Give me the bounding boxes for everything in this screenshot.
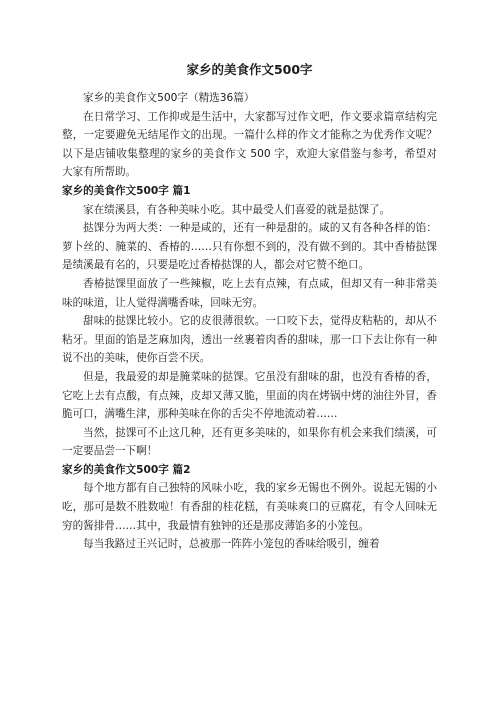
document-title: 家乡的美食作文500字 — [186, 62, 313, 77]
section-paragraph: 挞馃分为两大类：一种是咸的，还有一种是甜的。咸的又有各种各样的馅：萝卜丝的、腌菜的、香椿的……只有你想不到的，没有做不到的。其中香椿挞馃是绩溪最有名的，只要是吃过香椿挞馃的人，都会对它赞不绝口。 — [62, 222, 437, 272]
section-paragraph: 甜味的挞馃比较小。它的皮很薄很软。一口咬下去，觉得皮粘粘的，却从不粘牙。里面的馅是芝麻加肉，透出一丝裹着肉香的甜味，那一口下去让你有一种说不出的美味，使你百尝不厌。 — [62, 315, 437, 365]
section-paragraph: 但是，我最爱的却是腌菜味的挞馃。它虽没有甜味的甜，也没有香椿的香，它吃上去有点酸，有点辣，皮却又薄又脆，里面的肉在烤锅中烤的油往外冒，香脆可口，满嘴生津，那种美味在你的舌尖不停地流动着…… — [62, 370, 437, 421]
section-heading: 家乡的美食作文500字 篇2 — [62, 463, 191, 476]
section-heading: 家乡的美食作文500字 篇1 — [62, 184, 191, 197]
section-2 — [62, 461, 437, 554]
section-paragraph: 家在绩溪县，有各种美味小吃。其中最受人们喜爱的就是挞馃了。 — [83, 203, 391, 216]
intro-subtitle: 家乡的美食作文500字（精选36篇） — [83, 92, 255, 104]
section-paragraph: 香椿挞馃里面放了一些辣椒，吃上去有点辣，有点咸，但却又有一种非常美味的味道，让人觉得满嘴香味，回味无穷。 — [62, 277, 437, 309]
section-paragraph: 当然，挞馃可不止这几种，还有更多美味的，如果你有机会来我们绩溪，可一定要品尝一下啊！ — [62, 426, 437, 458]
section-1 — [62, 182, 437, 461]
section-paragraph: 每个地方都有自己独特的风味小吃，我的家乡无锡也不例外。说起无锡的小吃，那可是数不胜数啦！有香甜的桂花糕，有美味爽口的豆腐花，有令人回味无穷的酱排骨……其中，我最情有独钟的还是那皮薄馅多的小笼包。 — [62, 482, 437, 532]
intro-paragraph: 在日常学习、工作抑或是生活中，大家都写过作文吧，作文要求篇章结构完整，一定要避免无结尾作文的出现。一篇什么样的作文才能称之为优秀作文呢？以下是店铺收集整理的家乡的美食作文 500 字，欢迎大家借鉴与参考，希望对大家有所帮助。 — [62, 110, 437, 179]
section-paragraph: 每当我路过王兴记时，总被那一阵阵小笼包的香味给吸引，缠着 — [83, 538, 380, 551]
